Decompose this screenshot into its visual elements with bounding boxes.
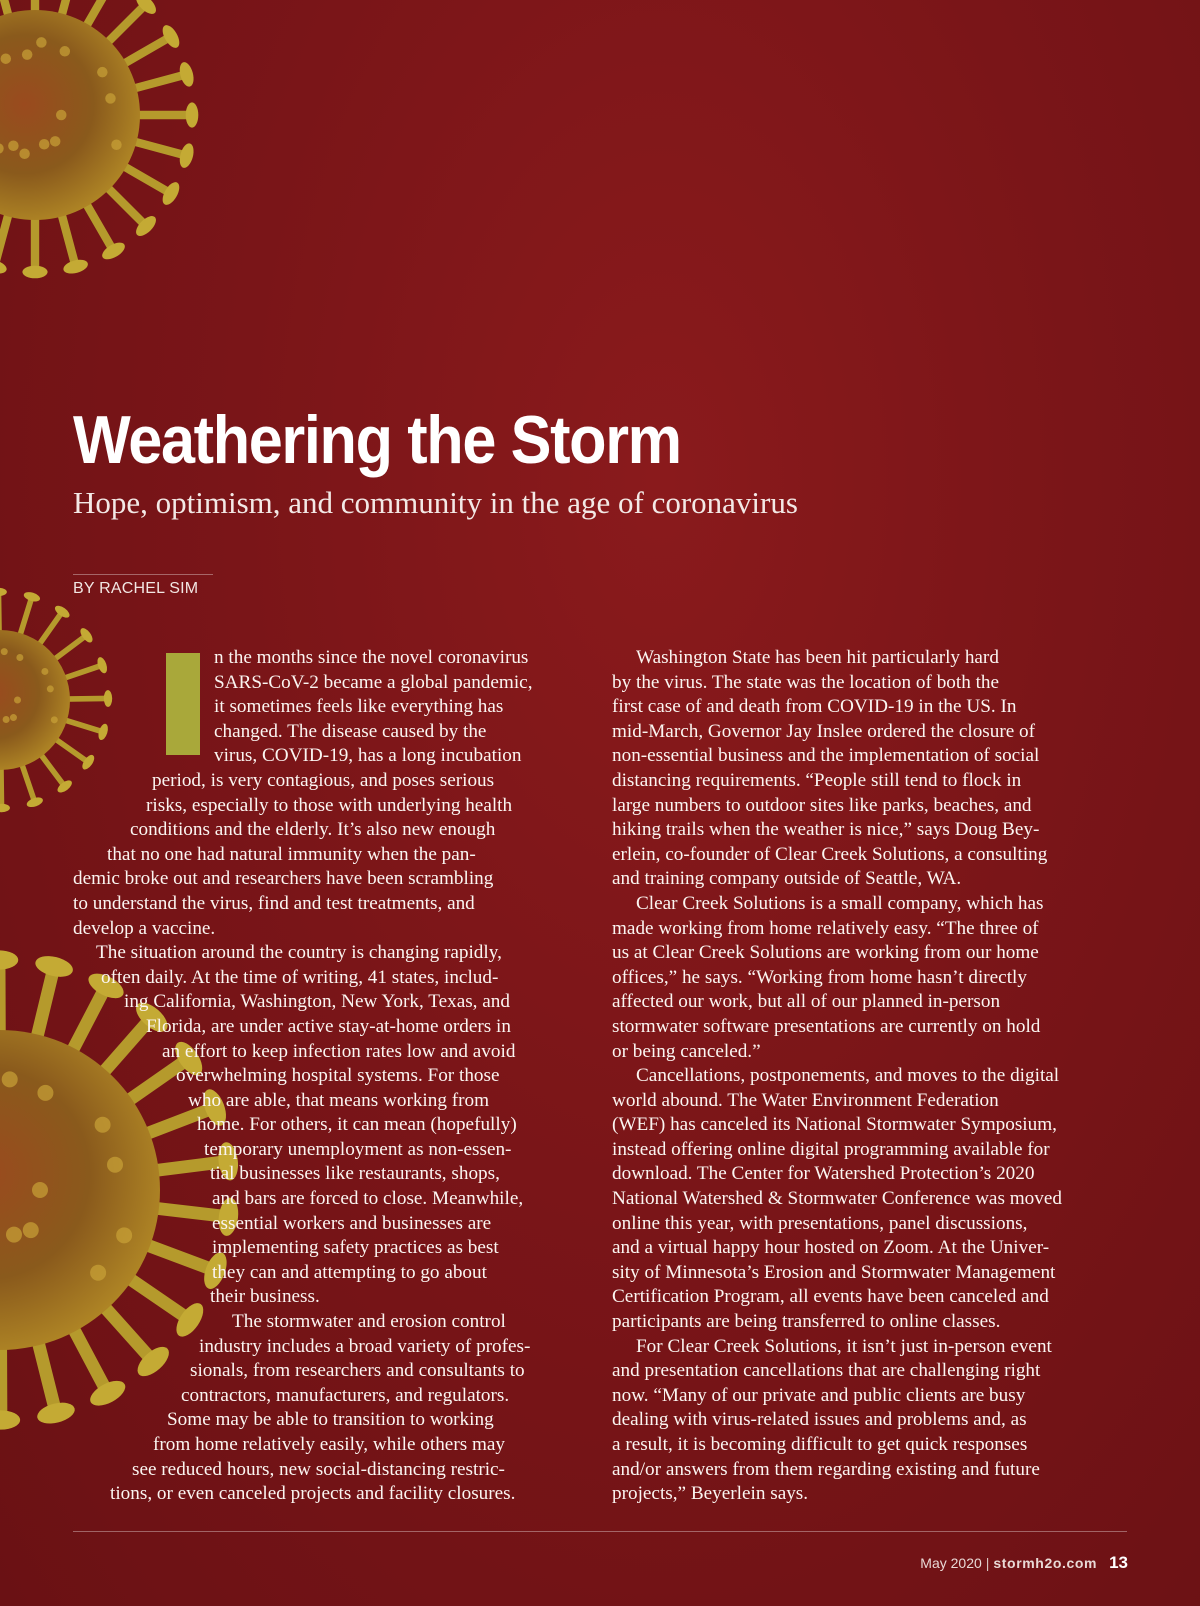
body-text-line: from home relatively easily, while others may: [153, 1434, 506, 1455]
body-text-line: now. “Many of our private and public clients are busy: [612, 1384, 1026, 1406]
virus-protein: [1, 53, 12, 64]
body-text-line: online this year, with presentations, panel discussions,: [612, 1212, 1028, 1234]
virus-spike: [131, 74, 187, 89]
body-text-line: hiking trails when the weather is nice,” says Doug Bey-: [612, 819, 1040, 841]
virus-protein: [111, 139, 122, 150]
body-text-line: industry includes a broad variety of profes-: [199, 1335, 531, 1357]
virus-spike: [121, 165, 171, 194]
page-number: 13: [1109, 1553, 1128, 1572]
body-text-line: The stormwater and erosion control: [232, 1311, 506, 1333]
virus-spike: [37, 612, 62, 648]
body-text-line: n the months since the novel coronavirus: [214, 647, 529, 668]
body-text-line: Cancellations, postponements, and moves to the digital: [636, 1065, 1060, 1087]
body-text-line: For Clear Creek Solutions, it isn’t just in-person event: [636, 1335, 1052, 1357]
virus-body: [0, 10, 140, 220]
website-link[interactable]: stormh2o.com: [993, 1555, 1098, 1571]
body-text-line: Certification Program, all events have been canceled and: [612, 1286, 1049, 1308]
virus-protein: [19, 148, 30, 159]
virus-spike: [61, 211, 76, 267]
body-text-line: Washington State has been hit particularly hard: [636, 647, 999, 668]
body-text-line: us at Clear Creek Solutions are working from our home: [612, 942, 1039, 964]
body-text-line: an effort to keep infection rates low and avoid: [162, 1040, 516, 1062]
body-text-line: first case of and death from COVID-19 in the US. In: [612, 696, 1017, 718]
virus-spike: [85, 201, 114, 251]
body-text-line: (WEF) has canceled its National Stormwater Symposium,: [612, 1114, 1057, 1136]
body-text-line: often daily. At the time of writing, 41 states, includ-: [101, 966, 499, 988]
body-text-line: ing California, Washington, New York, Texas, and: [124, 991, 510, 1013]
body-text-line: home. For others, it can mean (hopefully): [197, 1114, 517, 1136]
virus-protein: [39, 139, 50, 150]
virus-spike-tip: [22, 266, 47, 279]
body-text-line: who are able, that means working from: [188, 1089, 490, 1111]
body-text-line: non-essential business and the implementation of social: [612, 745, 1040, 767]
byline: BY RACHEL SIM: [73, 580, 199, 597]
coronavirus-icon: [0, 60, 170, 380]
issue-date: May 2020: [920, 1555, 982, 1571]
virus-protein: [97, 67, 108, 78]
body-text-line: a result, it is becoming difficult to get quick responses: [612, 1434, 1028, 1455]
body-text-line: implementing safety practices as best: [212, 1237, 499, 1259]
body-text-line: risks, especially to those with underlying health: [146, 794, 513, 816]
body-text-line: sity of Minnesota’s Erosion and Stormwater Management: [612, 1261, 1056, 1283]
body-text-line: overwhelming hospital systems. For those: [176, 1065, 500, 1087]
body-text-line: distancing requirements. “People still tend to flock in: [612, 769, 1022, 791]
body-text-line: Some may be able to transition to working: [167, 1409, 494, 1431]
virus-protein: [50, 136, 61, 147]
body-text-line: develop a vaccine.: [73, 917, 216, 939]
body-text-line: stormwater software presentations are currently on hold: [612, 1015, 1041, 1037]
virus-spike-tip: [0, 588, 7, 597]
body-text-line: affected our work, but all of our planned in-person: [612, 991, 1001, 1013]
body-text-line: contractors, manufacturers, and regulators.: [181, 1384, 510, 1406]
article-column-right: [612, 646, 1132, 1507]
article-subtitle: Hope, optimism, and community in the age of coronavirus: [73, 485, 798, 520]
virus-spike: [121, 37, 171, 66]
body-text-line: instead offering online digital programming available for: [612, 1138, 1050, 1160]
body-text-line: mid-March, Governor Jay Inslee ordered the closure of: [612, 720, 1036, 742]
page-footer: [920, 1553, 1128, 1573]
body-text-line: and a virtual happy hour hosted on Zoom. At the Univer-: [612, 1237, 1050, 1259]
body-text-line: essential workers and businesses are: [212, 1212, 492, 1234]
body-text-line: period, is very contagious, and poses serious: [152, 769, 495, 791]
body-text-line: that no one had natural immunity when the pan-: [107, 843, 476, 865]
body-text-line: participants are being transferred to online classes.: [612, 1311, 1001, 1333]
body-text-line: and/or answers from them regarding existing and future: [612, 1458, 1040, 1480]
virus-spike: [131, 141, 187, 156]
body-text-line: and presentation cancellations that are challenging right: [612, 1360, 1041, 1382]
body-text-line: dealing with virus-related issues and problems and, as: [612, 1409, 1027, 1431]
body-text-line: demic broke out and researchers have been scrambling: [73, 868, 494, 890]
virus-protein: [36, 37, 46, 48]
body-text-line: and training company outside of Seattle, WA.: [612, 868, 962, 890]
body-text-line: see reduced hours, new social-distancing restric-: [132, 1458, 505, 1480]
virus-spike: [105, 4, 146, 45]
virus-spike-tip: [0, 257, 8, 276]
byline-divider: [73, 574, 213, 575]
virus-spike: [105, 185, 146, 226]
virus-spike: [0, 211, 9, 267]
body-text-line: virus, COVID-19, has a long incubation: [214, 745, 522, 767]
body-text-line: made working from home relatively easy. “The three of: [612, 917, 1039, 939]
body-text-line: tial businesses like restaurants, shops,: [210, 1163, 500, 1185]
virus-spike-tip: [186, 102, 199, 127]
body-text-line: to understand the virus, find and test treatments, and: [73, 892, 475, 914]
body-text-line: it sometimes feels like everything has: [214, 696, 504, 718]
virus-spike: [19, 597, 32, 639]
article-column-left: [0, 646, 590, 1507]
body-text-line: they can and attempting to go about: [212, 1261, 487, 1283]
virus-protein: [22, 49, 33, 60]
body-text-line: offices,” he says. “Working from home hasn’t directly: [612, 966, 1027, 988]
virus-protein: [105, 93, 116, 104]
virus-protein: [56, 110, 67, 121]
body-text-line: conditions and the elderly. It’s also new enough: [130, 819, 496, 841]
body-text-line: Florida, are under active stay-at-home orders in: [146, 1015, 511, 1037]
footer-separator: |: [985, 1555, 990, 1571]
body-text-line: National Watershed & Stormwater Conference was moved: [612, 1188, 1062, 1210]
virus-protein: [60, 46, 71, 57]
body-text-line: or being canceled.”: [612, 1040, 761, 1062]
body-text-line: large numbers to outdoor sites like parks, beaches, and: [612, 794, 1032, 816]
body-text-line: Clear Creek Solutions is a small company, which has: [636, 892, 1044, 914]
body-text-line: SARS-CoV-2 became a global pandemic,: [214, 671, 533, 693]
body-text-line: their business.: [210, 1286, 320, 1308]
footer-divider: [73, 1531, 1127, 1532]
body-text-line: by the virus. The state was the location of both the: [612, 671, 1000, 693]
body-text-line: changed. The disease caused by the: [214, 720, 487, 742]
body-text-line: download. The Center for Watershed Protection’s 2020: [612, 1163, 1035, 1185]
body-text-line: world abound. The Water Environment Federation: [612, 1089, 999, 1111]
body-text-line: The situation around the country is changing rapidly,: [96, 942, 502, 964]
body-text-line: projects,” Beyerlein says.: [612, 1483, 809, 1505]
body-text-line: sionals, from researchers and consultants to: [190, 1360, 525, 1382]
body-text-line: and bars are forced to close. Meanwhile,: [212, 1188, 524, 1210]
article-title: Weathering the Storm: [73, 402, 681, 478]
body-text-line: temporary unemployment as non-essen-: [204, 1138, 512, 1160]
body-text-line: erlein, co-founder of Clear Creek Solutions, a consulting: [612, 843, 1048, 865]
virus-protein: [8, 141, 19, 152]
body-text-line: tions, or even canceled projects and facility closures.: [110, 1483, 516, 1505]
